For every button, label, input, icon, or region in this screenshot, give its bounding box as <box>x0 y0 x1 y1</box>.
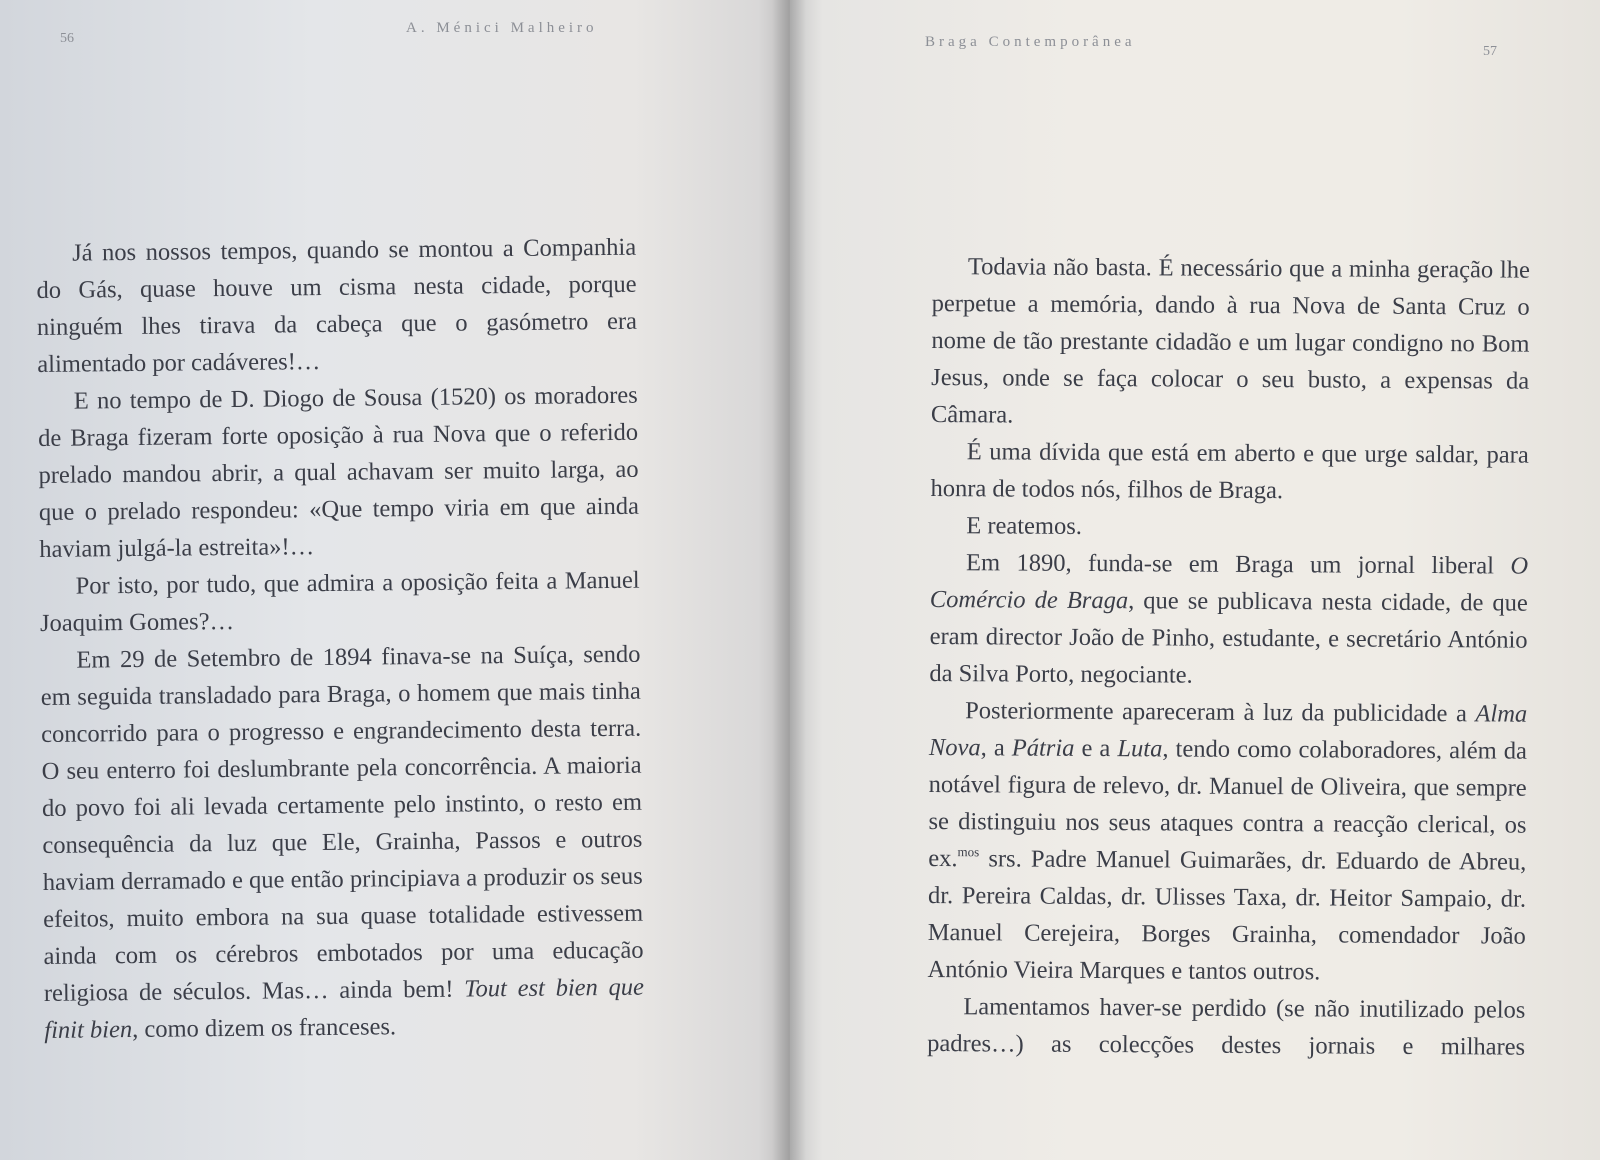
left-page-number: 56 <box>60 31 74 46</box>
right-paragraph-5-text-a: Posteriormente apareceram à luz da publicidade a <box>965 697 1467 728</box>
book-gutter <box>772 0 806 1160</box>
right-paragraph-3: E reatemos. <box>966 512 1083 540</box>
right-paragraph-5-text-b: , a <box>980 734 1005 762</box>
left-paragraph-4-french-quote: Tout est bien que finit bien <box>44 973 645 1044</box>
right-paragraph-5-text-d: , tendo como colaboradores, além da notável figura de relevo, dr. Manuel de Oliveira, que sempre se distinguiu nos seus ataques contra a reacção clerical, os ex. <box>928 735 1528 873</box>
right-paragraph-5-text-e: srs. Padre Manuel Guimarães, dr. Eduardo de Abreu, dr. Pereira Caldas, dr. Ulisses Taxa, dr. Heitor Sampaio, dr. Manuel Cerejeira, Borges Grainha, comendador João António Vieira Marques e tantos outros. <box>927 845 1527 986</box>
right-paragraph-5-title-luta: Luta <box>1117 735 1163 763</box>
right-paragraph-5-title-alma-nova: Alma Nova <box>928 700 1528 762</box>
left-paragraph-4-text: Em 29 de Setembro de 1894 finava-se na Suíça, sendo em seguida transladado para Braga, o homem que mais tinha concorrido para o progresso e engrandecimento desta terra. O seu enterro foi deslumbrante pela concorrência. A maioria do povo foi ali levada certamente pelo instinto, o resto em consequência da luz que Ele, Grainha, Passos e outros haviam derramado e que então principiava a produzir os seus efeitos, muito embora na sua quase totalidade estivessem ainda com os cérebros embotados por uma educação religiosa de séculos. Mas… ainda bem! <box>40 640 644 1007</box>
left-paragraph-3: Por isto, por tudo, que admira a oposição feita a Manuel Joaquim Gomes?… <box>39 566 640 637</box>
left-page <box>0 0 790 1160</box>
right-paragraph-4-text-b: , que se publicava nesta cidade, de que eram director João de Pinho, estudante, e secretário António da Silva Porto, negociante. <box>929 587 1528 689</box>
left-paragraph-4-tail: , como dizem os franceses. <box>131 1013 397 1044</box>
right-body-text <box>927 248 1530 1066</box>
left-body-text <box>36 229 644 1049</box>
right-page-number: 57 <box>1483 44 1497 59</box>
right-paragraph-4 <box>929 544 1528 696</box>
right-paragraph-5-superscript: mos <box>957 844 980 860</box>
right-paragraph-4-text-a: Em 1890, funda-se em Braga um jornal liberal <box>965 549 1495 580</box>
left-paragraph-1: Já nos nossos tempos, quando se montou a Companhia do Gás, quase houve um cisma nesta cidade, porque ninguém lhes tirava da cabeça que o gasómetro era alimentado por cadáveres!… <box>36 233 638 378</box>
right-paragraph-6: Lamentamos haver-se perdido (se não inutilizado pelos padres…) as colecções destes jornais e milhares <box>927 993 1526 1061</box>
right-paragraph-1: Todavia não basta. É necessário que a minha geração lhe perpetue a memória, dando à rua Nova de Santa Cruz o nome de tão prestante cidadão e um lugar condigno no Bom Jesus, onde se faça colocar o seu busto, a expensas da Câmara. <box>930 253 1530 429</box>
right-paragraph-5-title-patria: Pátria <box>1011 734 1075 762</box>
right-paragraph-5-text-c: e a <box>1081 734 1111 763</box>
left-running-head: A. Ménici Malheiro <box>406 20 598 36</box>
right-page <box>790 0 1600 1160</box>
right-paragraph-2: É uma dívida que está em aberto e que urge saldar, para honra de todos nós, filhos de Braga. <box>930 438 1529 505</box>
right-paragraph-5 <box>927 692 1527 992</box>
left-paragraph-4 <box>40 636 644 1049</box>
right-running-head: Braga Contemporânea <box>925 34 1136 50</box>
left-paragraph-2: E no tempo de D. Diogo de Sousa (1520) os moradores de Braga fizeram forte oposição à rua Nova que o referido prelado mandou abrir, a qual achavam ser muito larga, ao que o prelado respondeu: «Que tempo viria em que ainda haviam julgá-la estreita»!… <box>37 381 640 563</box>
right-paragraph-4-newspaper-title: O Comércio de Braga <box>929 552 1529 615</box>
